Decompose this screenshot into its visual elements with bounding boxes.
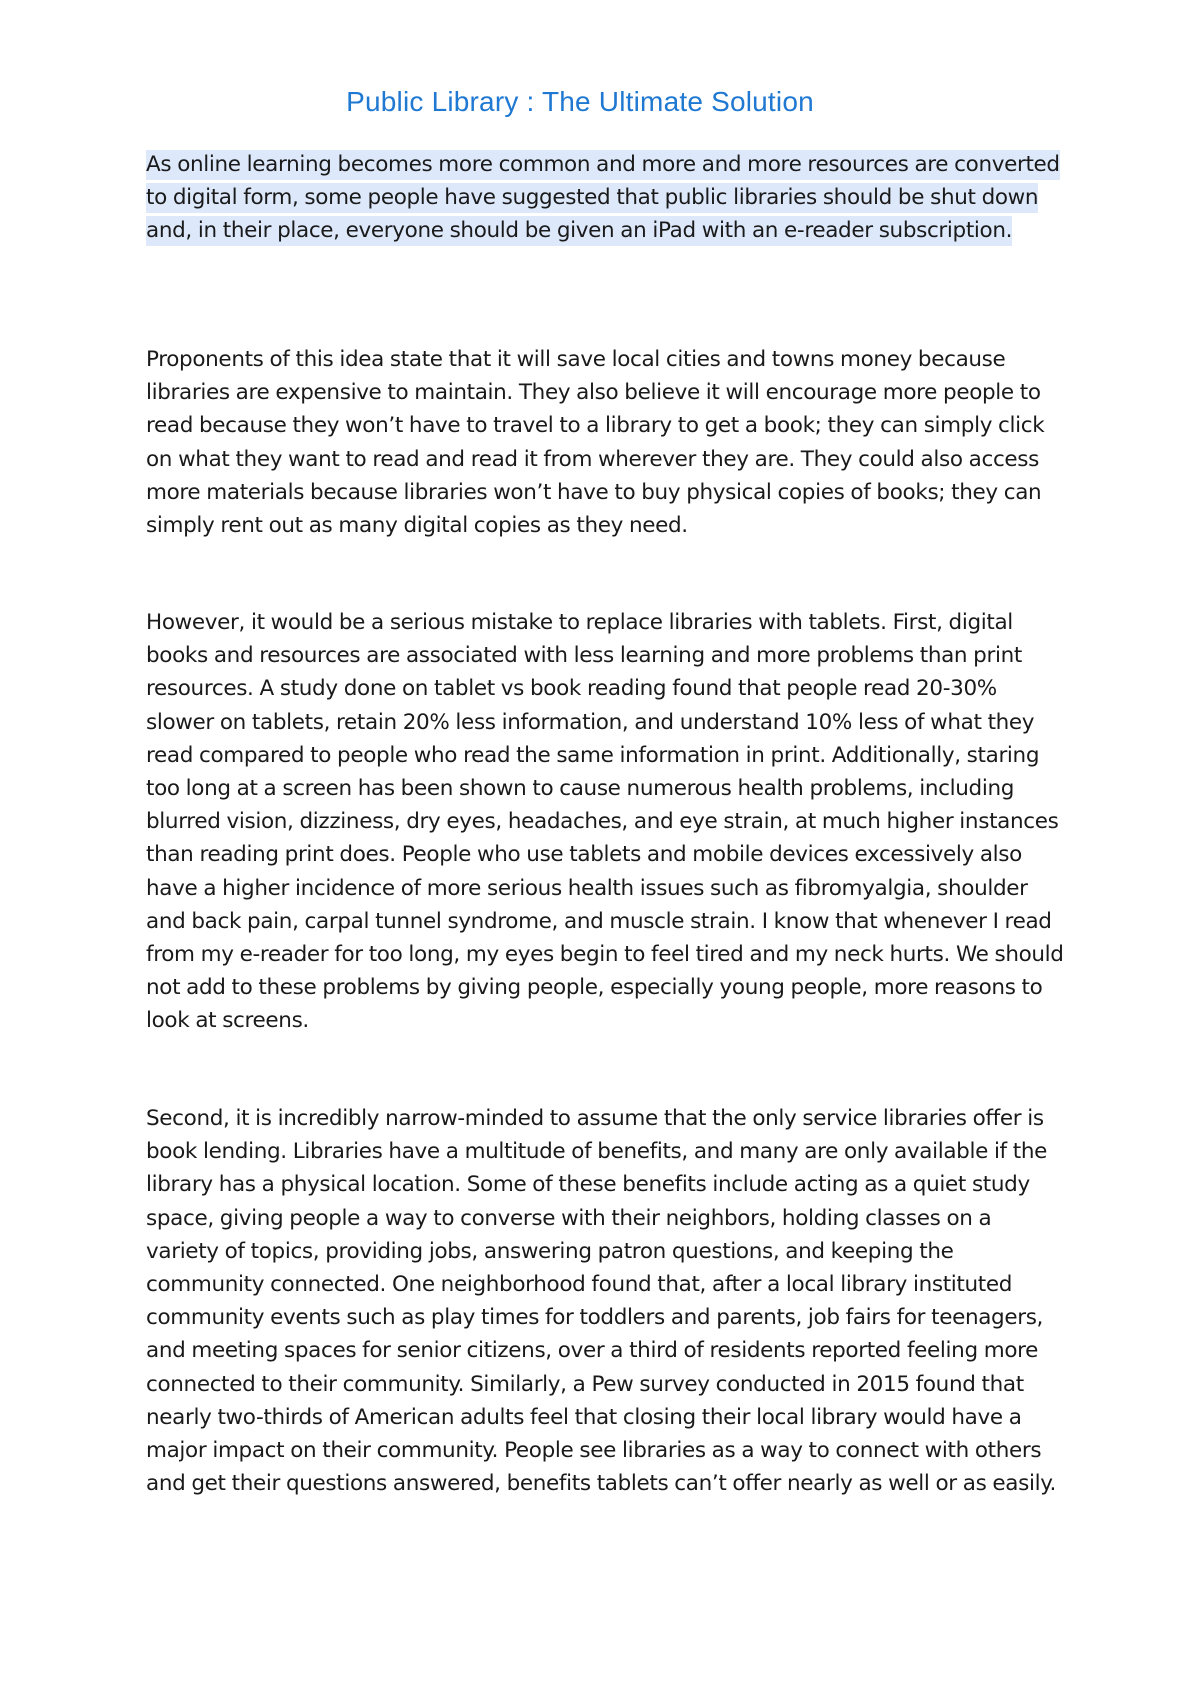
paragraph-second: Second, it is incredibly narrow-minded to assume that the only service libraries offer is book lending. Libraries have a multitude of benefits, and many are only available if the library has a physical location. Some of these benefits include acting as a quiet study space, giving people a way to converse with their neighbors, holding classes on a variety of topics, providing jobs, answering patron questions, and keeping the community connected. One neighborhood found that, after a local library instituted community events such as play times for toddlers and parents, job fairs for teenagers, and meeting spaces for senior citizens, over a third of residents reported feeling more connected to their community. Similarly, a Pew survey conducted in 2015 found that nearly two-thirds of American adults feel that closing their local library would have a major impact on their community. People see libraries as a way to connect with others and get their questions answered, benefits tablets can’t offer nearly as well or as easily. bbox=[146, 1106, 1057, 1497]
lead-paragraph bbox=[146, 148, 1066, 248]
paragraph-proponents: Proponents of this idea state that it will save local cities and towns money because libraries are expensive to maintain. They also believe it will encourage more people to read because they won’t have to travel to a library to get a book; they can simply click on what they want to read and read it from wherever they are. They could also access more materials because libraries won’t have to buy physical copies of books; they can simply rent out as many digital copies as they need. bbox=[146, 347, 1045, 539]
highlighted-text: As online learning becomes more common and more and more resources are converted to digital form, some people have suggested that public libraries should be shut down and, in their place, everyone should be given an iPad with an e-reader subscription. bbox=[146, 150, 1060, 246]
paragraph-however: However, it would be a serious mistake to replace libraries with tablets. First, digital books and resources are associated with less learning and more problems than print resources. A study done on tablet vs book reading found that people read 20-30% slower on tablets, retain 20% less information, and understand 10% less of what they read compared to people who read the same information in print. Additionally, staring too long at a screen has been shown to cause numerous health problems, including blurred vision, dizziness, dry eyes, headaches, and eye strain, at much higher instances than reading print does. People who use tablets and mobile devices excessively also have a higher incidence of more serious health issues such as fibromyalgia, shoulder and back pain, carpal tunnel syndrome, and muscle strain. I know that whenever I read from my e-reader for too long, my eyes begin to feel tired and my neck hurts. We should not add to these problems by giving people, especially young people, more reasons to look at screens. bbox=[146, 610, 1064, 1034]
document-title: Public Library : The Ultimate Solution bbox=[346, 86, 814, 117]
